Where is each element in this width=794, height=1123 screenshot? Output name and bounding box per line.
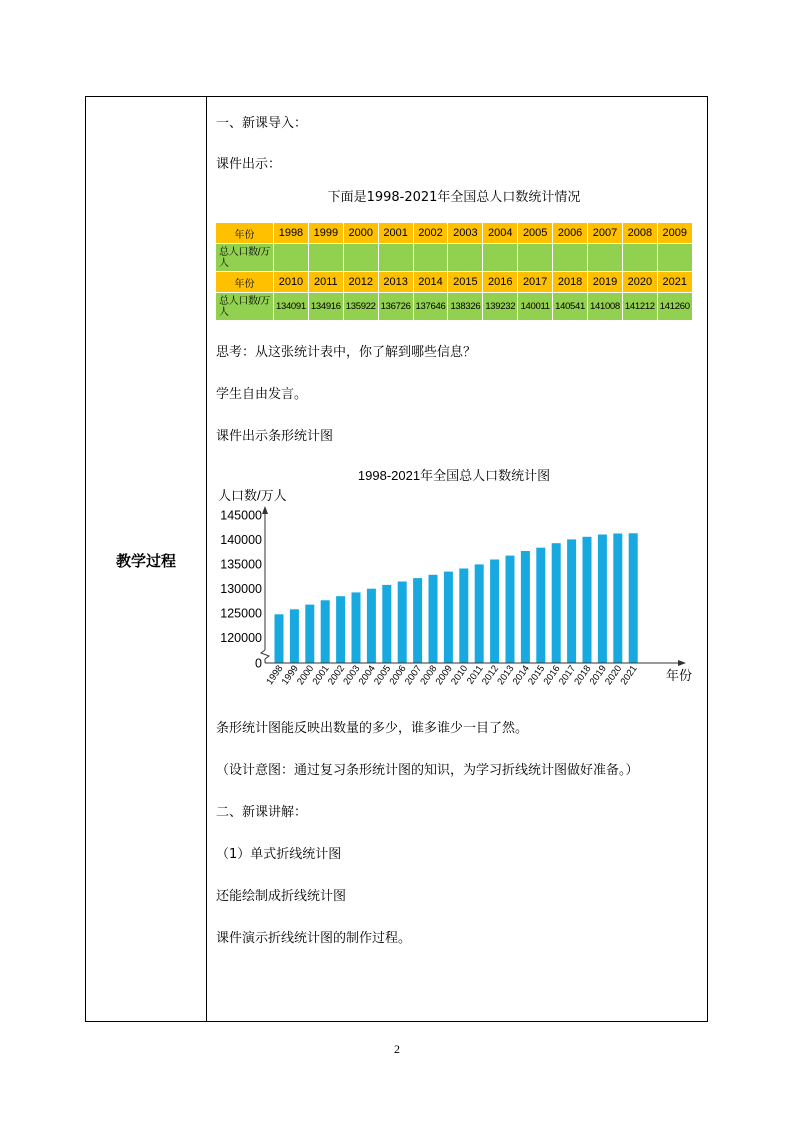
year-cell: 2002	[413, 223, 448, 244]
x-axis-label: 年份	[666, 668, 693, 683]
value-cell: 139232	[483, 293, 518, 321]
bar-2012	[490, 560, 499, 664]
x-tick-label: 2018	[572, 663, 594, 688]
y-tick-label: 0	[255, 656, 262, 671]
year-cell: 2016	[483, 272, 518, 293]
x-tick-label: 2011	[464, 663, 486, 687]
year-cell: 2019	[588, 272, 623, 293]
intro-heading: 一、新课导入：	[216, 116, 308, 131]
year-cell: 2003	[448, 223, 483, 244]
section-label: 教学过程	[115, 552, 176, 570]
x-tick-label: 2005	[372, 663, 394, 688]
value-cell	[413, 244, 448, 272]
x-tick-label: 2001	[310, 663, 332, 688]
bar-2001	[321, 600, 330, 663]
single-line-chart-heading: （1）单式折线统计图	[216, 847, 342, 862]
year-cell: 2010	[274, 272, 309, 293]
x-tick-label: 2008	[418, 663, 440, 688]
bar-2015	[536, 548, 545, 663]
year-cell: 2013	[378, 272, 413, 293]
bar-2017	[567, 539, 576, 663]
can-draw-line: 还能绘制成折线统计图	[216, 889, 347, 904]
x-tick-label: 2015	[526, 663, 548, 688]
x-tick-label: 2021	[618, 663, 640, 688]
value-cell: 141212	[622, 293, 657, 321]
x-tick-label: 2016	[541, 663, 563, 688]
year-cell: 2020	[622, 272, 657, 293]
design-intent: （设计意图：通过复习条形统计图的知识，为学习折线统计图做好准备。）	[216, 763, 639, 778]
y-tick-label: 130000	[220, 582, 262, 597]
bar-2014	[521, 551, 530, 663]
value-cell: 136726	[378, 293, 413, 321]
x-tick-label: 2002	[325, 663, 348, 688]
value-cell: 137646	[413, 293, 448, 321]
year-cell: 2021	[657, 272, 692, 293]
x-tick-label: 2014	[510, 663, 532, 688]
value-cell: 140541	[553, 293, 588, 321]
bar-1999	[290, 609, 299, 663]
x-tick-label: 1999	[279, 663, 301, 688]
year-cell: 1999	[308, 223, 343, 244]
year-header: 年份	[216, 223, 274, 244]
chart-title: 1998-2021年全国总人口数统计图	[357, 468, 551, 483]
value-cell	[622, 244, 657, 272]
y-tick-label: 140000	[220, 533, 262, 547]
value-cell	[483, 244, 518, 272]
year-cell: 2005	[518, 223, 553, 244]
value-cell: 138326	[448, 293, 483, 321]
year-cell: 2018	[553, 272, 588, 293]
value-cell	[343, 244, 378, 272]
value-cell: 134091	[274, 293, 309, 321]
y-axis-label: 人口数/万人	[218, 488, 287, 503]
bar-2011	[475, 564, 484, 663]
y-axis-arrow	[262, 506, 268, 514]
bar-2002	[336, 596, 345, 663]
year-header: 年份	[216, 272, 274, 293]
value-row-1	[216, 244, 693, 272]
value-cell	[657, 244, 692, 272]
bar-2019	[598, 535, 607, 664]
x-tick-label: 2006	[387, 663, 409, 688]
bar-1998	[275, 614, 284, 663]
value-cell: 140011	[518, 293, 553, 321]
show-bar-chart: 课件出示条形统计图	[216, 429, 334, 444]
value-cell	[553, 244, 588, 272]
x-tick-label: 2013	[495, 663, 517, 688]
column-divider	[206, 96, 207, 1022]
bar-2004	[367, 589, 376, 663]
y-tick-label: 145000	[220, 508, 262, 523]
new-lesson-heading: 二、新课讲解：	[216, 805, 308, 820]
x-tick-label: 2003	[341, 663, 363, 688]
year-cell: 2008	[622, 223, 657, 244]
value-cell	[274, 244, 309, 272]
bar-2013	[506, 556, 515, 663]
year-cell: 2015	[448, 272, 483, 293]
value-cell	[448, 244, 483, 272]
bar-2003	[352, 592, 361, 663]
x-tick-label: 1998	[264, 663, 286, 688]
x-tick-label: 2004	[356, 663, 378, 688]
x-tick-label: 2009	[433, 663, 455, 688]
year-cell: 1998	[274, 223, 309, 244]
value-cell: 135922	[343, 293, 378, 321]
value-cell	[518, 244, 553, 272]
y-axis-break	[261, 650, 269, 659]
value-cell: 134916	[308, 293, 343, 321]
y-tick-label: 125000	[220, 606, 262, 621]
bar-2010	[459, 569, 468, 664]
value-cell	[378, 244, 413, 272]
table-title: 下面是1998-2021年全国总人口数统计情况	[327, 190, 581, 205]
demo-line-chart: 课件演示折线统计图的制作过程。	[216, 931, 412, 946]
x-tick-label: 2012	[479, 663, 502, 688]
year-row-2	[216, 272, 693, 293]
y-tick-label: 135000	[220, 557, 262, 572]
value-cell: 141260	[657, 293, 692, 321]
bar-2007	[413, 578, 422, 663]
year-row-1	[216, 223, 693, 244]
bar-2021	[629, 533, 638, 663]
y-tick-label: 120000	[220, 631, 262, 646]
bar-chart-reflection: 条形统计图能反映出数量的多少，谁多谁少一目了然。	[216, 721, 529, 736]
year-cell: 2001	[378, 223, 413, 244]
x-tick-label: 2010	[449, 663, 471, 688]
year-cell: 2000	[343, 223, 378, 244]
x-axis-arrow	[678, 660, 686, 666]
bar-2005	[382, 585, 391, 663]
x-tick-label: 2000	[295, 663, 317, 688]
year-cell: 2006	[553, 223, 588, 244]
value-header: 总人口数/万人	[216, 293, 274, 321]
courseware-show: 课件出示：	[216, 157, 282, 172]
bar-2008	[429, 575, 438, 663]
x-tick-label: 2007	[402, 663, 425, 688]
value-header: 总人口数/万人	[216, 244, 274, 272]
value-cell: 141008	[588, 293, 623, 321]
bar-2018	[583, 537, 592, 663]
value-row-2	[216, 293, 693, 321]
x-tick-label: 2019	[587, 663, 609, 688]
population-bar-chart	[210, 482, 696, 692]
x-tick-label: 2020	[603, 663, 625, 688]
bar-2006	[398, 582, 407, 664]
bar-2009	[444, 572, 453, 663]
bar-2016	[552, 543, 561, 663]
students-speak: 学生自由发言。	[216, 387, 308, 402]
year-cell: 2009	[657, 223, 692, 244]
population-table	[215, 222, 693, 321]
page-number: 2	[394, 1042, 400, 1056]
think-question: 思考：从这张统计表中，你了解到哪些信息？	[216, 345, 477, 360]
bar-2000	[305, 605, 314, 663]
bar-2020	[613, 534, 622, 664]
year-cell: 2011	[308, 272, 343, 293]
year-cell: 2014	[413, 272, 448, 293]
year-cell: 2017	[518, 272, 553, 293]
value-cell	[308, 244, 343, 272]
year-cell: 2004	[483, 223, 518, 244]
value-cell	[588, 244, 623, 272]
year-cell: 2012	[343, 272, 378, 293]
year-cell: 2007	[588, 223, 623, 244]
x-tick-label: 2017	[556, 663, 579, 688]
